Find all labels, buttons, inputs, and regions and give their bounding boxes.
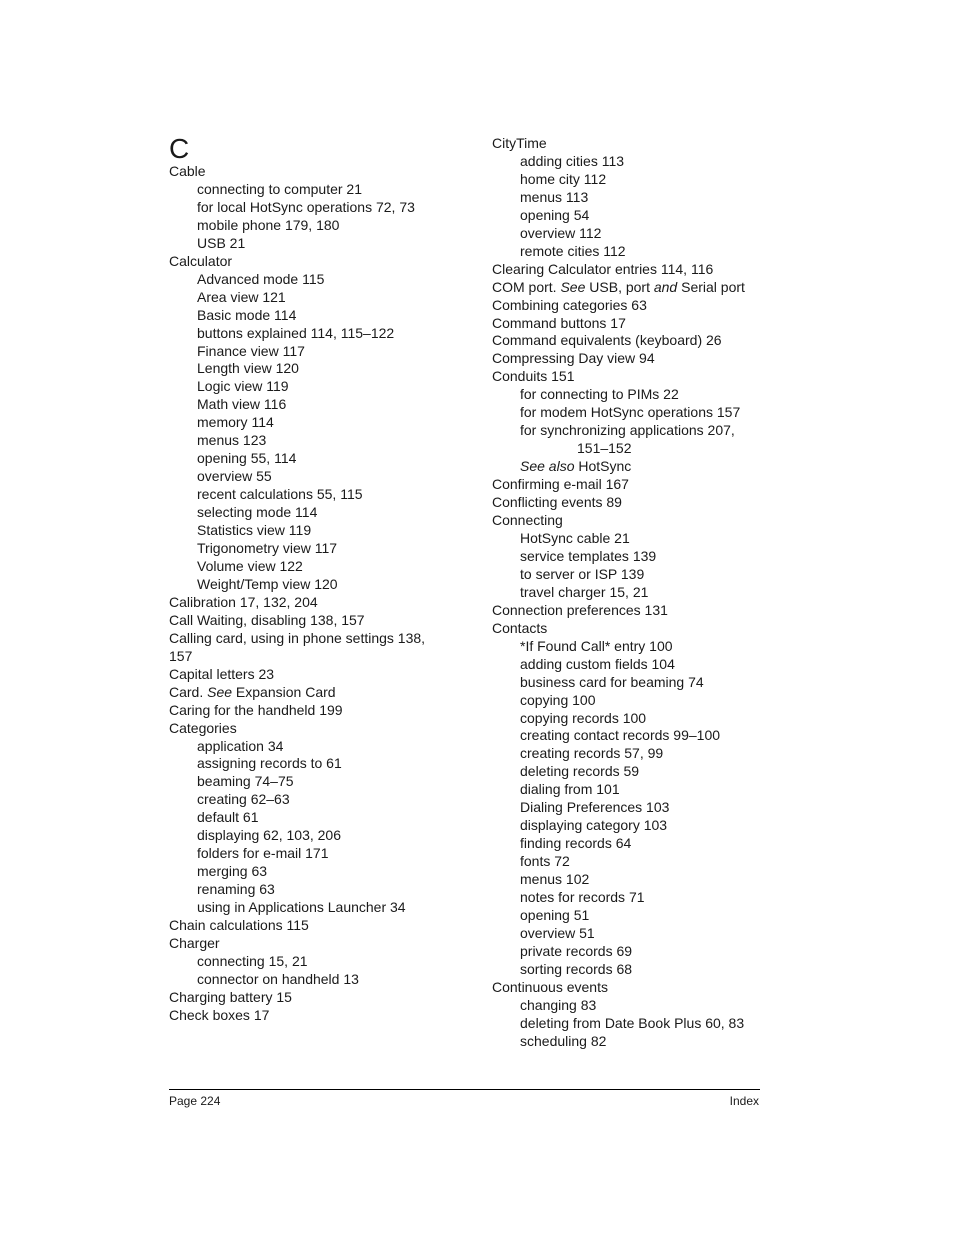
entry-text: beaming 74–75 (197, 773, 294, 790)
entry-text: Calibration 17, 132, 204 (169, 593, 318, 610)
index-subentry (169, 576, 469, 594)
index-subentry (492, 638, 792, 656)
index-subentry (169, 540, 469, 558)
entry-text: Contacts (492, 619, 548, 636)
entry-text: creating contact records 99–100 (520, 727, 721, 744)
entry-text: finding records 64 (520, 835, 632, 852)
index-heading (169, 163, 469, 181)
index-subentry (492, 548, 792, 566)
left-entries-list (169, 163, 469, 1025)
entry-text: buttons explained 114, 115–122 (197, 324, 395, 341)
index-subentry (169, 845, 469, 863)
entry-text: Basic mode 114 (197, 306, 297, 323)
index-subentry (169, 827, 469, 845)
index-subentry (492, 889, 792, 907)
entry-text: creating records 57, 99 (520, 745, 664, 762)
entry-text: Charging battery 15 (169, 988, 292, 1005)
index-subentry (169, 773, 469, 791)
entry-text: renaming 63 (197, 881, 275, 898)
entry-text: opening 54 (520, 206, 590, 223)
entry-text: changing 83 (520, 996, 597, 1013)
entry-text: USB, port (585, 278, 654, 295)
entry-text: deleting from Date Book Plus 60, 83 (520, 1014, 745, 1031)
entry-text: service templates 139 (520, 547, 657, 564)
entry-text: private records 69 (520, 942, 633, 959)
index-heading (492, 332, 792, 350)
index-subentry (492, 745, 792, 763)
entry-text: opening 51 (520, 906, 590, 923)
entry-text: Check boxes 17 (169, 1006, 270, 1023)
section-letter: C (169, 133, 190, 164)
entry-text: for modem HotSync operations 157 (520, 404, 741, 421)
entry-text: for connecting to PIMs 22 (520, 386, 679, 403)
index-subentry (492, 692, 792, 710)
index-heading (169, 935, 469, 953)
index-heading (169, 684, 469, 702)
index-subentry (492, 835, 792, 853)
index-subentry (169, 791, 469, 809)
index-subentry (492, 171, 792, 189)
index-subentry (492, 763, 792, 781)
index-subentry (492, 961, 792, 979)
index-heading (492, 368, 792, 386)
index-column-left (169, 135, 469, 1025)
index-subentry (169, 217, 469, 235)
index-subentry (492, 189, 792, 207)
index-heading (492, 602, 792, 620)
index-subentry (169, 899, 469, 917)
index-heading (492, 315, 792, 333)
entry-text: Conflicting events 89 (492, 494, 622, 511)
entry-text: COM port. (492, 278, 561, 295)
entry-text: scheduling 82 (520, 1032, 607, 1049)
footer-page-number: Page 224 (169, 1094, 221, 1108)
entry-text: dialing from 101 (520, 781, 620, 798)
entry-text: Cable (169, 163, 206, 179)
entry-text: CityTime (492, 135, 547, 151)
entry-text: fonts 72 (520, 853, 570, 870)
index-subentry (492, 727, 792, 745)
entry-text: menus 113 (520, 188, 589, 205)
cross-reference-text: and (653, 278, 678, 295)
entry-text: Clearing Calculator entries 114, 116 (492, 260, 714, 277)
entry-text: Calculator (169, 252, 233, 269)
entry-text: 151–152 (577, 440, 632, 457)
entry-text: to server or ISP 139 (520, 565, 645, 582)
index-heading (169, 253, 469, 271)
index-subentry (169, 378, 469, 396)
entry-text: Dialing Preferences 103 (520, 799, 670, 816)
index-subentry (492, 817, 792, 835)
entry-text: application 34 (197, 737, 284, 754)
entry-text: displaying 62, 103, 206 (197, 827, 341, 844)
index-subentry (169, 360, 469, 378)
footer-rule (169, 1089, 760, 1090)
entry-text: Connecting (492, 512, 563, 529)
entry-text: Serial port (677, 278, 745, 295)
index-subentry (492, 207, 792, 225)
index-subentry (492, 907, 792, 925)
entry-text: merging 63 (197, 863, 268, 880)
entry-text: Conduits 151 (492, 368, 575, 385)
index-subentry (492, 781, 792, 799)
entry-text: business card for beaming 74 (520, 673, 704, 690)
index-heading (169, 666, 469, 684)
index-subentry (492, 422, 792, 440)
entry-text: default 61 (197, 809, 259, 826)
entry-text: menus 102 (520, 871, 590, 888)
entry-text: *If Found Call* entry 100 (520, 637, 673, 654)
entry-text: HotSync (574, 458, 632, 475)
index-subentry (169, 558, 469, 576)
entry-text: Command buttons 17 (492, 314, 626, 331)
entry-text: Logic view 119 (197, 378, 289, 395)
index-subentry (169, 971, 469, 989)
index-subentry (492, 925, 792, 943)
entry-text: assigning records to 61 (197, 755, 342, 772)
entry-text: connector on handheld 13 (197, 970, 359, 987)
index-subentry (492, 458, 792, 476)
entry-text: Trigonometry view 117 (197, 540, 338, 557)
index-subentry (492, 530, 792, 548)
entry-text: remote cities 112 (520, 242, 626, 259)
index-subentry (492, 656, 792, 674)
entry-text: menus 123 (197, 432, 267, 449)
entry-text: creating 62–63 (197, 791, 290, 808)
entry-text: Finance view 117 (197, 342, 305, 359)
entry-text: Statistics view 119 (197, 522, 312, 539)
index-subentry (169, 414, 469, 432)
index-subentry (492, 871, 792, 889)
index-column-right (492, 135, 792, 1051)
entry-text: mobile phone 179, 180 (197, 216, 340, 233)
footer-section-title: Index (729, 1094, 759, 1108)
index-subentry (169, 468, 469, 486)
entry-text: home city 112 (520, 170, 607, 187)
index-subentry (169, 504, 469, 522)
entry-text: selecting mode 114 (197, 504, 318, 521)
index-subentry (169, 953, 469, 971)
index-heading (492, 350, 792, 368)
index-subentry (492, 1033, 792, 1051)
index-subentry (492, 584, 792, 602)
entry-text: memory 114 (197, 414, 274, 431)
index-heading (492, 494, 792, 512)
entry-text: Charger (169, 934, 220, 951)
index-heading (492, 620, 792, 638)
index-subentry (169, 199, 469, 217)
entry-text: adding custom fields 104 (520, 655, 675, 672)
entry-text: opening 55, 114 (197, 450, 297, 467)
index-subentry (169, 235, 469, 253)
index-heading (169, 702, 469, 720)
index-subentry (169, 396, 469, 414)
entry-text: copying records 100 (520, 709, 647, 726)
index-heading (169, 612, 469, 630)
index-subentry (492, 153, 792, 171)
entry-text: Advanced mode 115 (197, 270, 325, 287)
entry-text: sorting records 68 (520, 960, 633, 977)
index-subentry (492, 799, 792, 817)
entry-text: for local HotSync operations 72, 73 (197, 198, 415, 215)
entry-text: Calling card, using in phone settings 138, (169, 629, 426, 646)
index-subentry (169, 755, 469, 773)
index-heading (169, 917, 469, 935)
entry-text: Chain calculations 115 (169, 917, 309, 934)
entry-text: Area view 121 (197, 288, 286, 305)
index-heading (492, 979, 792, 997)
index-subentry (169, 271, 469, 289)
cross-reference-text: See (560, 278, 586, 295)
index-heading (169, 720, 469, 738)
index-subentry (492, 440, 792, 458)
index-heading (169, 1007, 469, 1025)
entry-text: HotSync cable 21 (520, 529, 630, 546)
entry-text: Combining categories 63 (492, 296, 647, 313)
index-heading (169, 989, 469, 1007)
entry-text: connecting to computer 21 (197, 180, 362, 197)
entry-text: Expansion Card (232, 683, 336, 700)
index-heading (169, 594, 469, 612)
entry-text: Continuous events (492, 978, 608, 995)
entry-text: Connection preferences 131 (492, 601, 668, 618)
entry-text: travel charger 15, 21 (520, 583, 649, 600)
entry-text: Volume view 122 (197, 557, 303, 574)
index-subentry (492, 1015, 792, 1033)
index-heading (492, 135, 792, 153)
entry-text: Card. (169, 683, 208, 700)
index-subentry (169, 343, 469, 361)
entry-text: for synchronizing applications 207, (520, 422, 735, 439)
index-subentry (169, 432, 469, 450)
entry-text: Command equivalents (keyboard) 26 (492, 332, 722, 349)
entry-text: using in Applications Launcher 34 (197, 899, 406, 916)
entry-text: folders for e-mail 171 (197, 845, 329, 862)
index-subentry (492, 386, 792, 404)
entry-text: displaying category 103 (520, 817, 668, 834)
entry-text: adding cities 113 (520, 152, 625, 169)
index-subentry (169, 863, 469, 881)
entry-text: overview 112 (520, 224, 602, 241)
index-subentry (169, 809, 469, 827)
entry-text: connecting 15, 21 (197, 952, 308, 969)
index-subentry (169, 289, 469, 307)
index-subentry (169, 307, 469, 325)
index-heading (492, 279, 792, 297)
index-heading (169, 630, 469, 648)
index-subentry (492, 853, 792, 871)
index-subentry (492, 997, 792, 1015)
entry-text: 157 (169, 647, 193, 664)
index-subentry (169, 325, 469, 343)
entry-text: notes for records 71 (520, 889, 645, 906)
index-heading (169, 648, 469, 666)
index-heading (492, 297, 792, 315)
index-heading (492, 476, 792, 494)
entry-text: Capital letters 23 (169, 665, 275, 682)
index-subentry (169, 486, 469, 504)
entry-text: overview 51 (520, 924, 595, 941)
index-subentry (169, 881, 469, 899)
entry-text: Compressing Day view 94 (492, 350, 655, 367)
index-subentry (169, 181, 469, 199)
cross-reference-text: See also (520, 458, 575, 475)
index-subentry (492, 225, 792, 243)
entry-text: deleting records 59 (520, 763, 640, 780)
index-subentry (169, 738, 469, 756)
entry-text: copying 100 (520, 691, 596, 708)
index-subentry (492, 710, 792, 728)
entry-text: USB 21 (197, 234, 246, 251)
index-subentry (492, 674, 792, 692)
index-subentry (492, 404, 792, 422)
index-heading (492, 512, 792, 530)
index-subentry (492, 943, 792, 961)
index-subentry (169, 522, 469, 540)
index-subentry (492, 566, 792, 584)
entry-text: Math view 116 (197, 396, 287, 413)
entry-text: overview 55 (197, 468, 272, 485)
entry-text: Categories (169, 719, 237, 736)
entry-text: Confirming e-mail 167 (492, 476, 629, 493)
index-subentry (492, 243, 792, 261)
right-entries-list (492, 135, 792, 1051)
entry-text: Weight/Temp view 120 (197, 575, 338, 592)
entry-text: recent calculations 55, 115 (197, 486, 363, 503)
cross-reference-text: See (207, 683, 233, 700)
entry-text: Caring for the handheld 199 (169, 701, 343, 718)
entry-text: Length view 120 (197, 360, 299, 377)
index-subentry (169, 450, 469, 468)
entry-text: Call Waiting, disabling 138, 157 (169, 611, 365, 628)
index-heading (492, 261, 792, 279)
